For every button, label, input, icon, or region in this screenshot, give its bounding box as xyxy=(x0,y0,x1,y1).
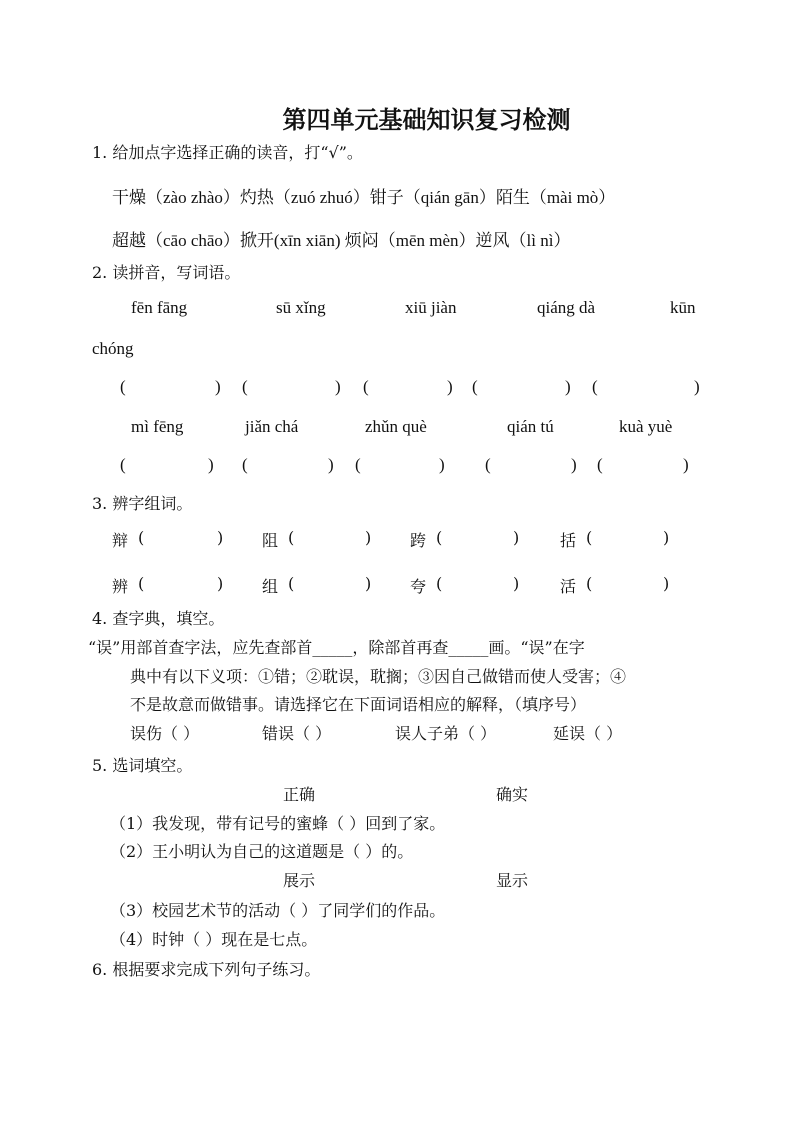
question-4-heading: 4. 查字典，填空。 xyxy=(92,609,225,628)
char-6[interactable]: 组 ( ) xyxy=(262,574,372,596)
question-1-row-2: 超越（cāo chāo）掀开(xīn xiān) 烦闷（mēn mèn）逆风（lì nì） xyxy=(112,231,571,250)
question-3-heading: 3. 辨字组词。 xyxy=(92,494,193,513)
char-label: 夸 xyxy=(410,577,427,596)
question-4-item-3[interactable]: 误人子弟（ ） xyxy=(395,724,497,743)
char-label: 阻 xyxy=(262,531,279,550)
char-label: 辨 xyxy=(112,577,129,596)
char-8[interactable]: 活 ( ) xyxy=(560,574,670,596)
question-4-item-4[interactable]: 延误（ ） xyxy=(553,724,623,743)
question-4-line-2: 典中有以下义项：①错；②耽误，耽搁；③因自己做错而使人受害；④ xyxy=(130,667,627,686)
pinyin-8: zhǔn què xyxy=(365,417,427,436)
question-6-heading: 6. 根据要求完成下列句子练习。 xyxy=(92,960,321,979)
word-choice-2: 确实 xyxy=(496,785,529,804)
question-4-line-3: 不是故意而做错事。请选择它在下面词语相应的解释，（填序号） xyxy=(130,695,587,714)
word-choice-1: 正确 xyxy=(283,785,316,804)
char-label: 组 xyxy=(262,577,279,596)
pinyin-5-wrap: chóng xyxy=(92,339,134,358)
sentence-4[interactable]: （4）时钟（ ）现在是七点。 xyxy=(110,930,318,949)
question-4-item-2[interactable]: 错误（ ） xyxy=(262,724,332,743)
pinyin-1: fēn fāng xyxy=(131,298,188,317)
pinyin-9: qián tú xyxy=(507,417,554,436)
pinyin-5: kūn xyxy=(670,298,696,317)
question-5-heading: 5. 选词填空。 xyxy=(92,756,193,775)
sentence-1[interactable]: （1）我发现，带有记号的蜜蜂（ ）回到了家。 xyxy=(110,814,446,833)
question-1-heading: 1. 给加点字选择正确的读音，打“√”。 xyxy=(92,143,363,162)
pinyin-6: mì fēng xyxy=(131,417,184,436)
pinyin-10: kuà yuè xyxy=(619,417,673,436)
question-4-line-1: “误”用部首查字法，应先查部首_____，除部首再查_____画。“误”在字 xyxy=(88,638,585,657)
pinyin-3: xiū jiàn xyxy=(405,298,457,317)
char-5[interactable]: 辨 ( ) xyxy=(112,574,224,596)
char-7[interactable]: 夸 ( ) xyxy=(410,574,520,596)
char-4[interactable]: 括 ( ) xyxy=(560,528,670,550)
question-2-heading: 2. 读拼音，写词语。 xyxy=(92,263,241,282)
page-title: 第四单元基础知识复习检测 xyxy=(282,106,571,134)
char-1[interactable]: 辩 ( ) xyxy=(112,528,224,550)
pinyin-7: jiǎn chá xyxy=(245,417,299,436)
word-choice-4: 显示 xyxy=(496,871,529,890)
question-4-item-1[interactable]: 误伤（ ） xyxy=(130,724,200,743)
sentence-2[interactable]: （2）王小明认为自己的这道题是（ ）的。 xyxy=(110,842,414,861)
sentence-3[interactable]: （3）校园艺术节的活动（ ）了同学们的作品。 xyxy=(110,901,446,920)
pinyin-2: sū xǐng xyxy=(276,298,326,317)
question-1-row-1: 干燥（zào zhào）灼热（zuó zhuó）钳子（qián gān）陌生（mài mò） xyxy=(112,188,616,207)
char-label: 括 xyxy=(560,531,577,550)
pinyin-4: qiáng dà xyxy=(537,298,596,317)
char-3[interactable]: 跨 ( ) xyxy=(410,528,520,550)
char-label: 跨 xyxy=(410,531,427,550)
char-label: 活 xyxy=(560,577,577,596)
char-label: 辩 xyxy=(112,531,129,550)
word-choice-3: 展示 xyxy=(283,871,316,890)
char-2[interactable]: 阻 ( ) xyxy=(262,528,372,550)
